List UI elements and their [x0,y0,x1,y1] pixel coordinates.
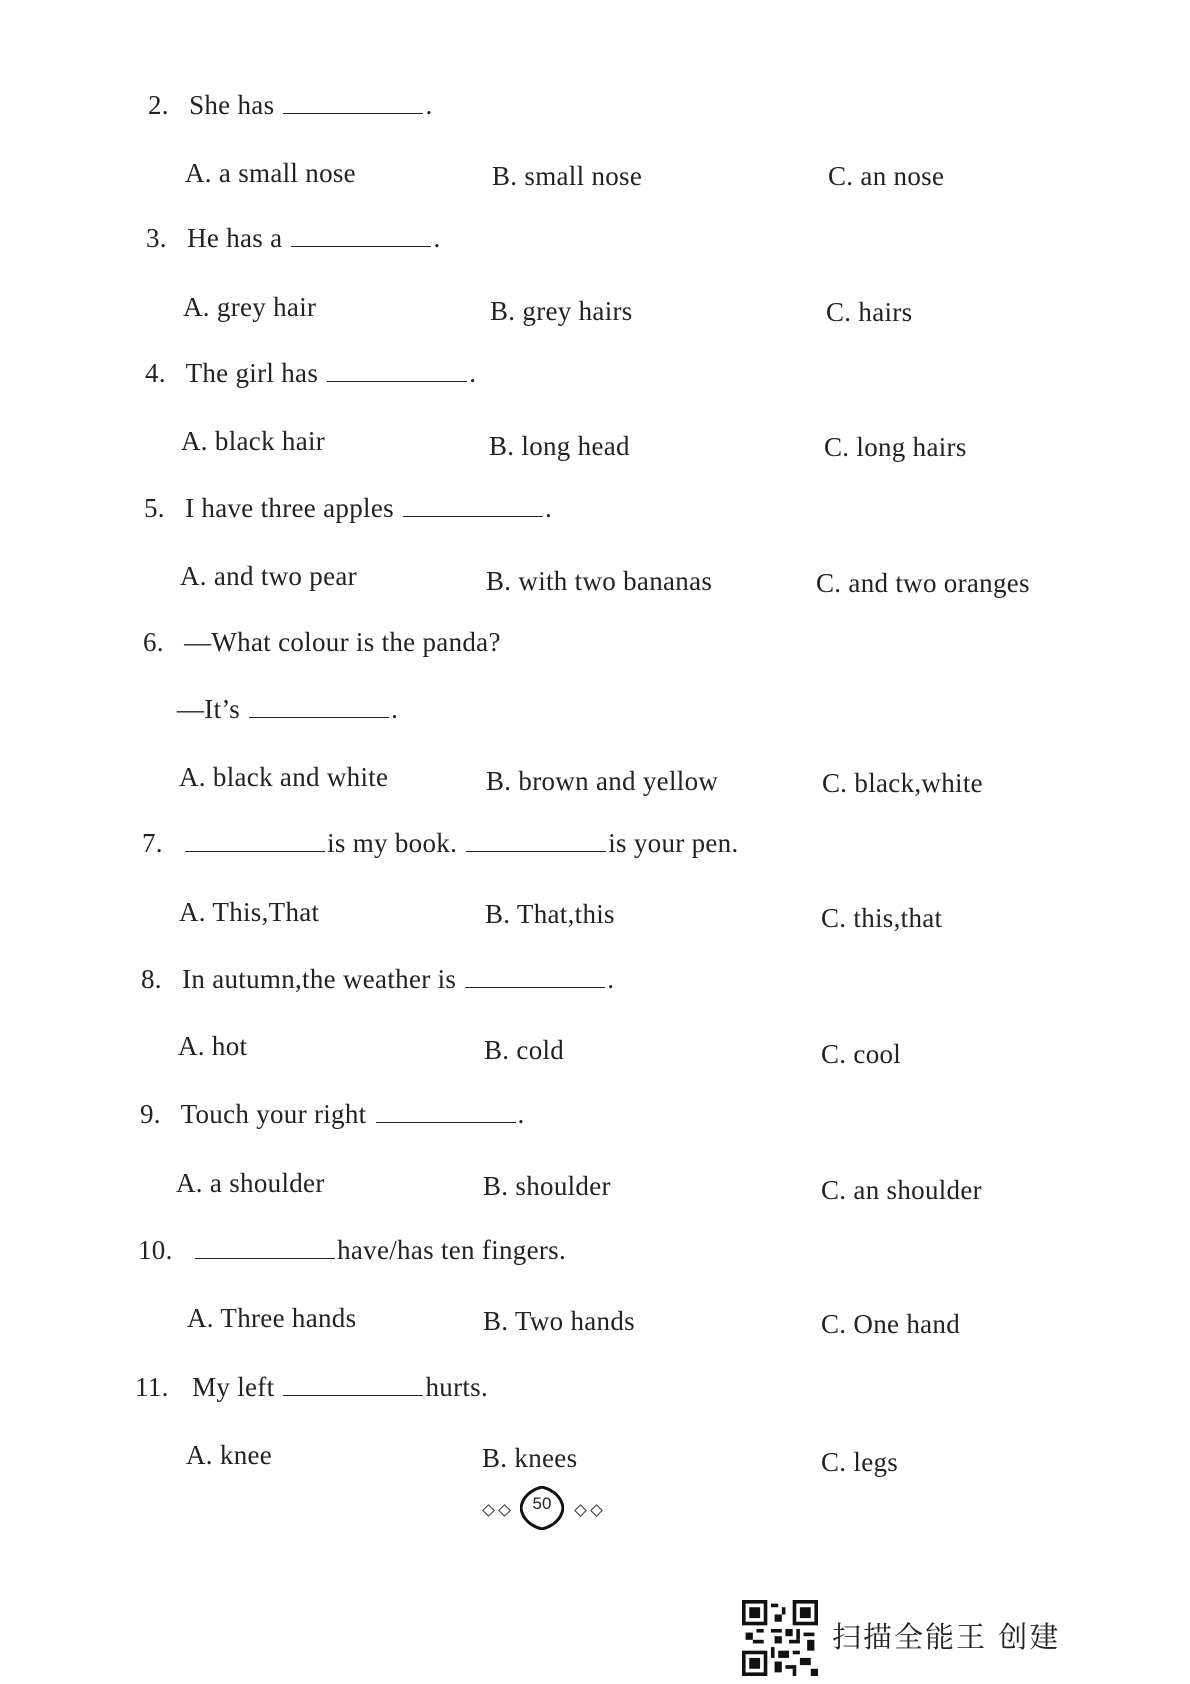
answer-blank [327,359,467,382]
question-end: . [607,964,615,994]
option-a: A. This,That [179,897,320,927]
question-end: . [544,493,553,523]
diamond-ornament-icon [590,1504,603,1517]
option-c: C. cool [821,1039,902,1069]
answer-blank [465,965,605,988]
option-c: C. black,white [822,768,983,798]
question-number: 10. [138,1235,173,1265]
question-text: In autumn,the weather is [182,964,457,994]
diamond-ornament-icon [482,1504,495,1517]
question-text: Touch your right [180,1099,367,1129]
option-c: C. an nose [828,161,945,191]
option-c: C. One hand [821,1309,961,1339]
option-b: B. small nose [492,161,643,191]
answer-blank [185,829,325,852]
answer-blank [283,1373,423,1396]
answer-blank [283,91,423,114]
question-end: . [469,358,477,388]
question-number: 8. [141,964,162,994]
option-a: A. black and white [179,762,389,792]
question-2 [148,90,433,121]
option-c: C. long hairs [824,432,967,462]
page-number: 50 [532,1494,552,1513]
option-c: C. this,that [821,903,943,933]
question-9 [140,1099,525,1130]
option-b: B. knees [482,1443,578,1473]
question-8 [141,964,614,995]
option-b: B. with two bananas [486,566,713,596]
question-number: 2. [148,90,169,120]
question-number: 11. [135,1372,169,1402]
option-b: B. brown and yellow [486,766,719,796]
question-end: . [433,223,441,253]
question-number: 9. [140,1099,161,1129]
option-a: A. black hair [181,426,326,456]
option-a: A. knee [186,1440,273,1470]
option-c: C. and two oranges [816,568,1030,598]
option-c: C. an shoulder [821,1175,982,1205]
option-a: A. hot [178,1031,248,1061]
question-number: 3. [146,223,167,253]
question-6 [143,627,501,658]
question-7 [142,828,739,859]
option-a: A. grey hair [183,292,317,322]
option-b: B. cold [484,1035,565,1065]
question-text: —What colour is the panda? [184,627,501,657]
question-text: —It’s [177,694,241,724]
question-end: . [517,1099,525,1129]
option-b: B. long head [489,431,630,461]
question-text: The girl has [185,358,319,388]
question-6-answer-line [177,694,398,725]
diamond-ornament-icon [574,1504,587,1517]
question-end: . [391,694,399,724]
answer-blank [466,829,606,852]
option-a: A. and two pear [180,561,357,591]
question-number: 5. [144,493,165,523]
question-11 [135,1372,488,1403]
diamond-ornament-icon [498,1504,511,1517]
question-number: 6. [143,627,164,657]
question-text: have/has ten fingers. [337,1235,567,1265]
option-c: C. hairs [826,297,913,327]
question-text: is my book. [327,828,458,858]
page-number-ornament [480,1486,600,1536]
question-text: is your pen. [608,828,739,858]
answer-blank [249,695,389,718]
qr-code-icon [742,1600,818,1676]
answer-blank [291,224,431,247]
answer-blank [376,1100,516,1123]
option-a: A. Three hands [187,1303,357,1333]
question-number: 7. [142,828,163,858]
question-4 [145,358,476,389]
question-end: . [425,90,433,120]
question-text: She has [189,90,275,120]
option-b: B. shoulder [483,1171,611,1201]
question-text: hurts. [425,1372,489,1402]
option-b: B. grey hairs [490,296,633,326]
question-text: I have three apples [185,493,394,523]
question-number: 4. [145,358,166,388]
question-10 [138,1235,566,1266]
option-a: A. a small nose [185,158,356,188]
option-c: C. legs [821,1447,899,1477]
question-3 [146,223,441,254]
question-5 [144,493,552,524]
question-text: My left [192,1372,275,1402]
option-b: B. Two hands [483,1306,635,1336]
option-b: B. That,this [485,899,615,929]
question-text: He has a [187,223,283,253]
option-a: A. a shoulder [176,1168,325,1198]
answer-blank [195,1236,335,1259]
answer-blank [403,494,543,517]
scanner-watermark: 扫描全能王 创建 [832,1620,1061,1654]
